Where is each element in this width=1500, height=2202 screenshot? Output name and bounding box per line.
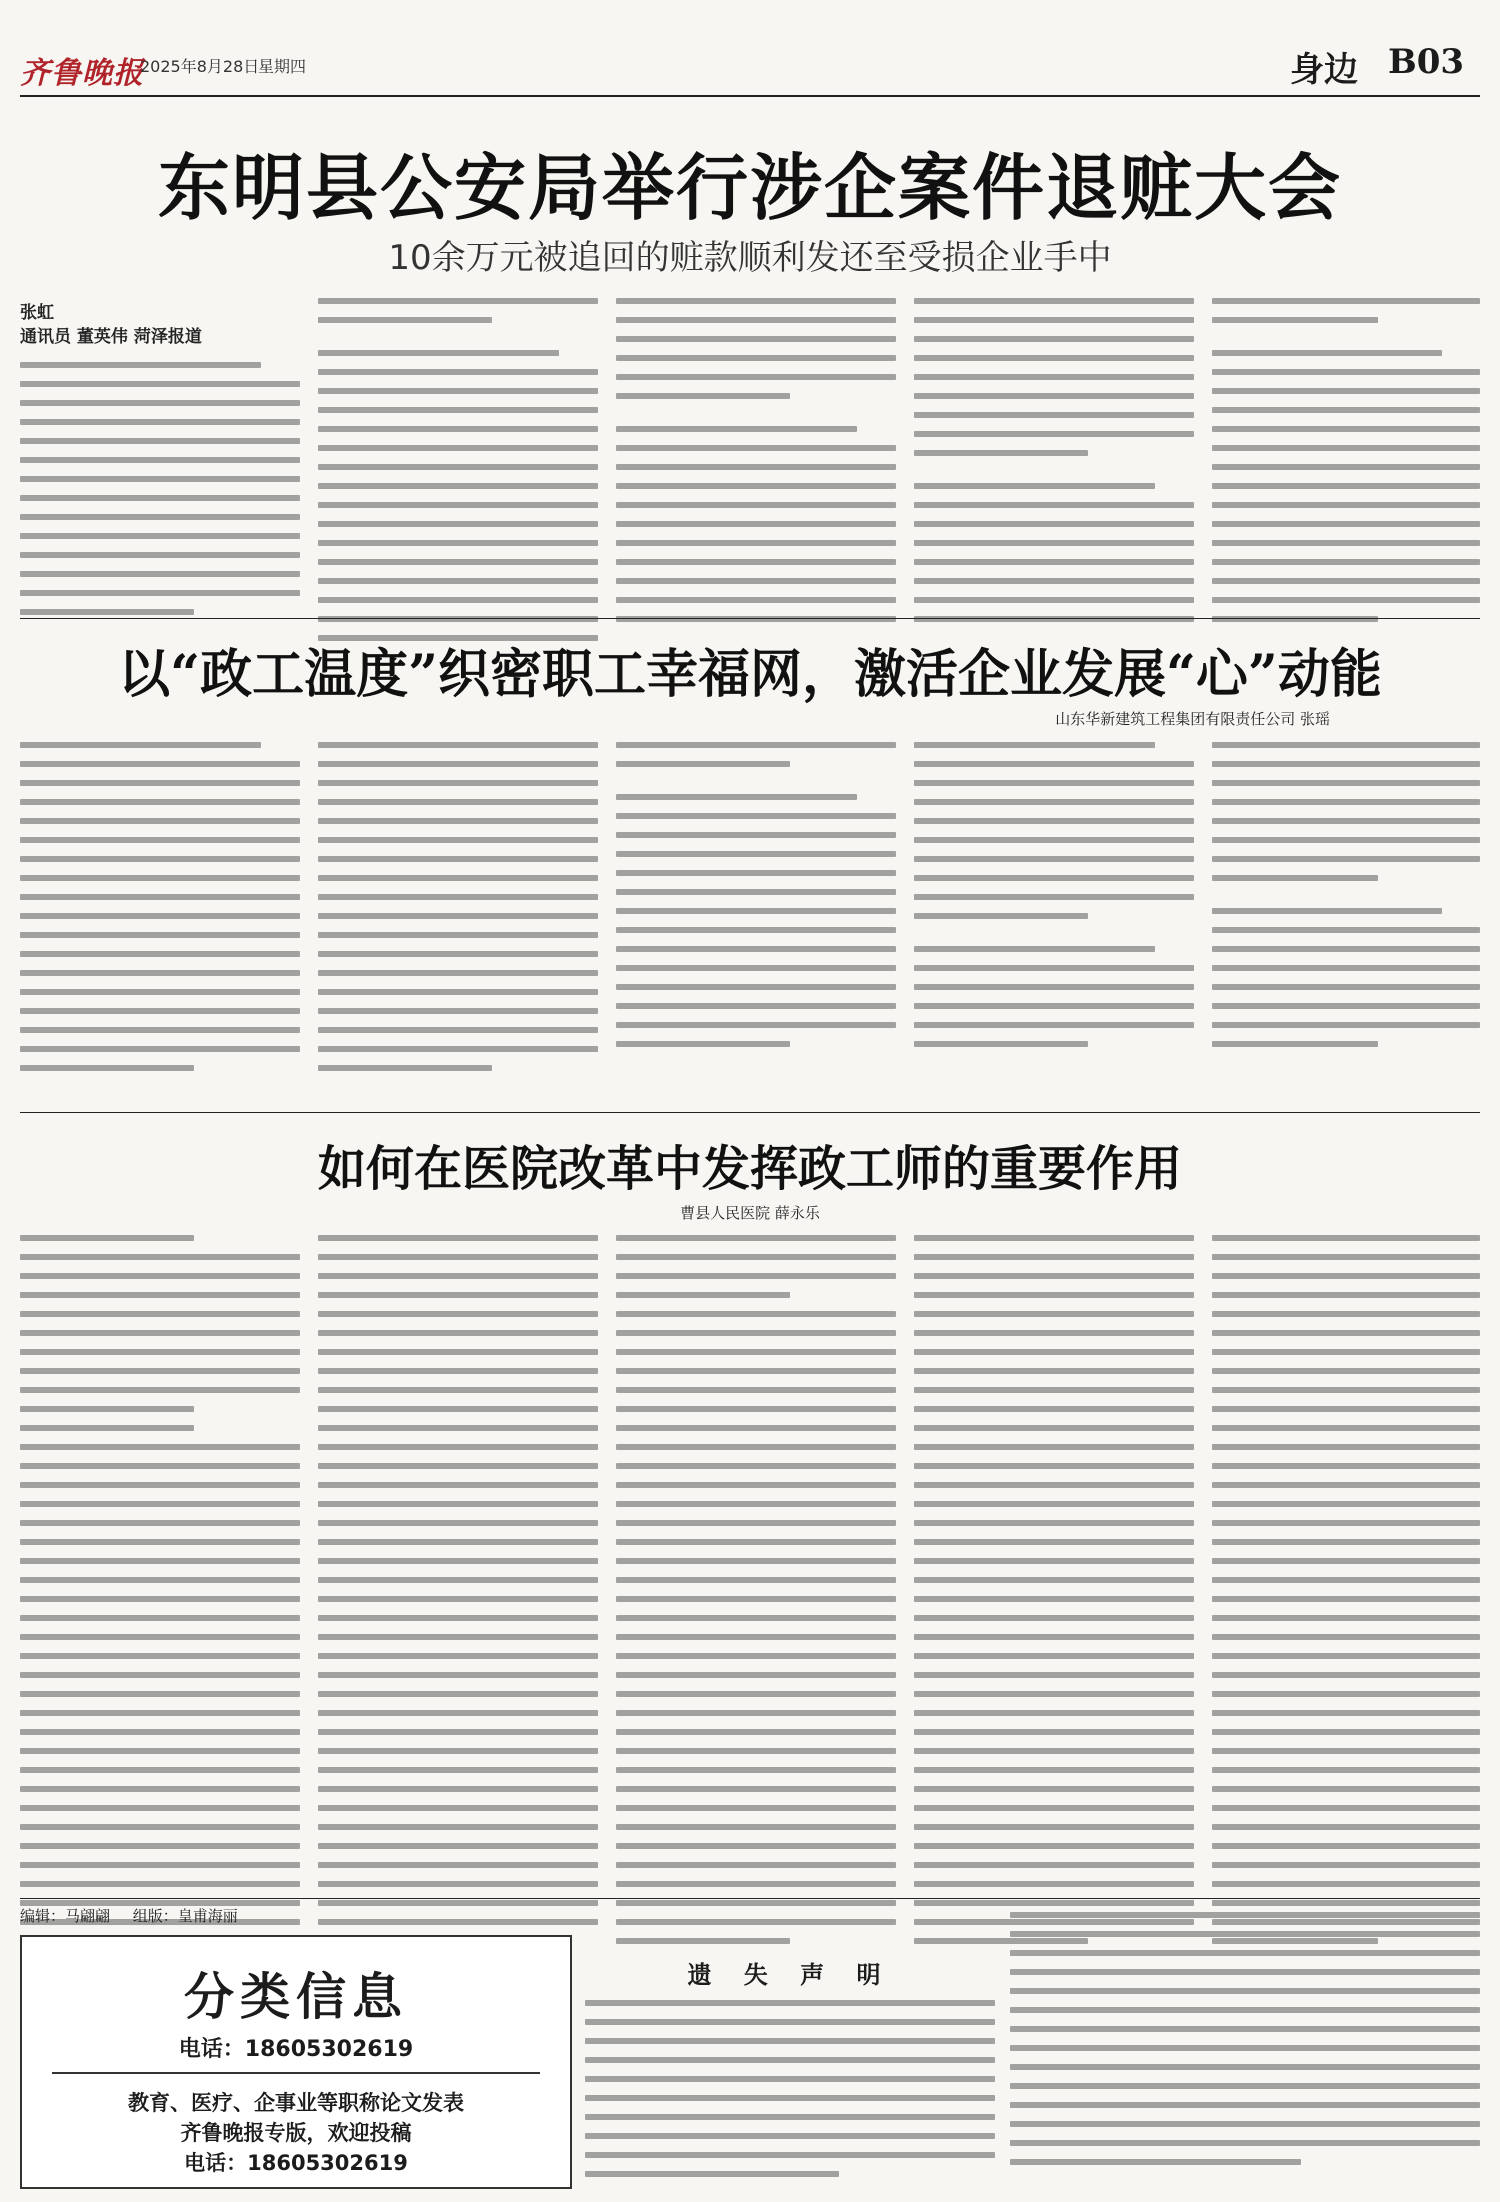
article3-column-2 [318,1235,598,1957]
article3-column-4 [914,1235,1194,1957]
classified-divider [52,2072,540,2074]
classified-title: 分类信息 [184,1967,408,2026]
issue-weekday: 星期四 [258,57,307,76]
article1-column-3 [616,298,896,635]
classified-phone: 电话：18605302619 [178,2037,414,2062]
footer-rule [20,1898,1480,1899]
article2-headline: 以“政工温度”织密职工幸福网，激活企业发展“心”动能 [118,644,1382,705]
classified-line-1: 教育、医疗、企事业等职称论文发表 [128,2091,464,2115]
article2-column-3 [616,742,896,1060]
article1-column-2 [318,298,598,654]
article1-author: 张虹 [20,303,54,323]
masthead-rule [20,95,1480,97]
newspaper-logo: 齐鲁晚报 [20,56,144,91]
article3-column-5 [1212,1235,1480,1957]
article2-column-2 [318,742,598,1084]
classified-ad-box [20,1935,572,2189]
article1-column-1 [20,362,300,628]
article1-column-4 [914,298,1194,635]
article2-column-1 [20,742,300,1084]
lost-notice-column-1 [585,2000,995,2190]
article3-column-1 [20,1235,300,1957]
classified-line-2: 齐鲁晚报专版，欢迎投稿 [180,2121,412,2145]
article2-column-4 [914,742,1194,1060]
article3-column-3 [616,1235,896,1957]
article3-headline: 如何在医院改革中发挥政工师的重要作用 [317,1141,1182,1197]
article1-column-5 [1212,298,1480,635]
article3-byline: 曹县人民医院 薛永乐 [680,1204,820,1222]
article2-byline: 山东华新建筑工程集团有限责任公司 张瑶 [1055,710,1330,728]
article2-column-5 [1212,742,1480,1060]
classified-line-3: 电话：18605302619 [184,2151,408,2175]
issue-date: 2025年8月28日 [140,57,260,76]
lost-notice-column-2 [1010,1912,1480,2178]
article1-subheadline: 10余万元被追回的赃款顺利发还至受损企业手中 [388,238,1112,278]
article1-correspondent: 通讯员 董英伟 菏泽报道 [20,327,202,347]
lost-notice-title: 遗 失 声 明 [687,1960,893,1989]
editor-credit: 编辑：马翩翩 [20,1907,111,1925]
article-divider [20,1112,1480,1113]
footer-credits [20,1905,256,1926]
section-name: 身边 [1290,50,1358,90]
layout-credit: 组版：皇甫海丽 [132,1907,238,1925]
article1-headline: 东明县公安局举行涉企案件退赃大会 [157,145,1342,230]
article-divider [20,618,1480,619]
page-number: B03 [1388,42,1465,82]
